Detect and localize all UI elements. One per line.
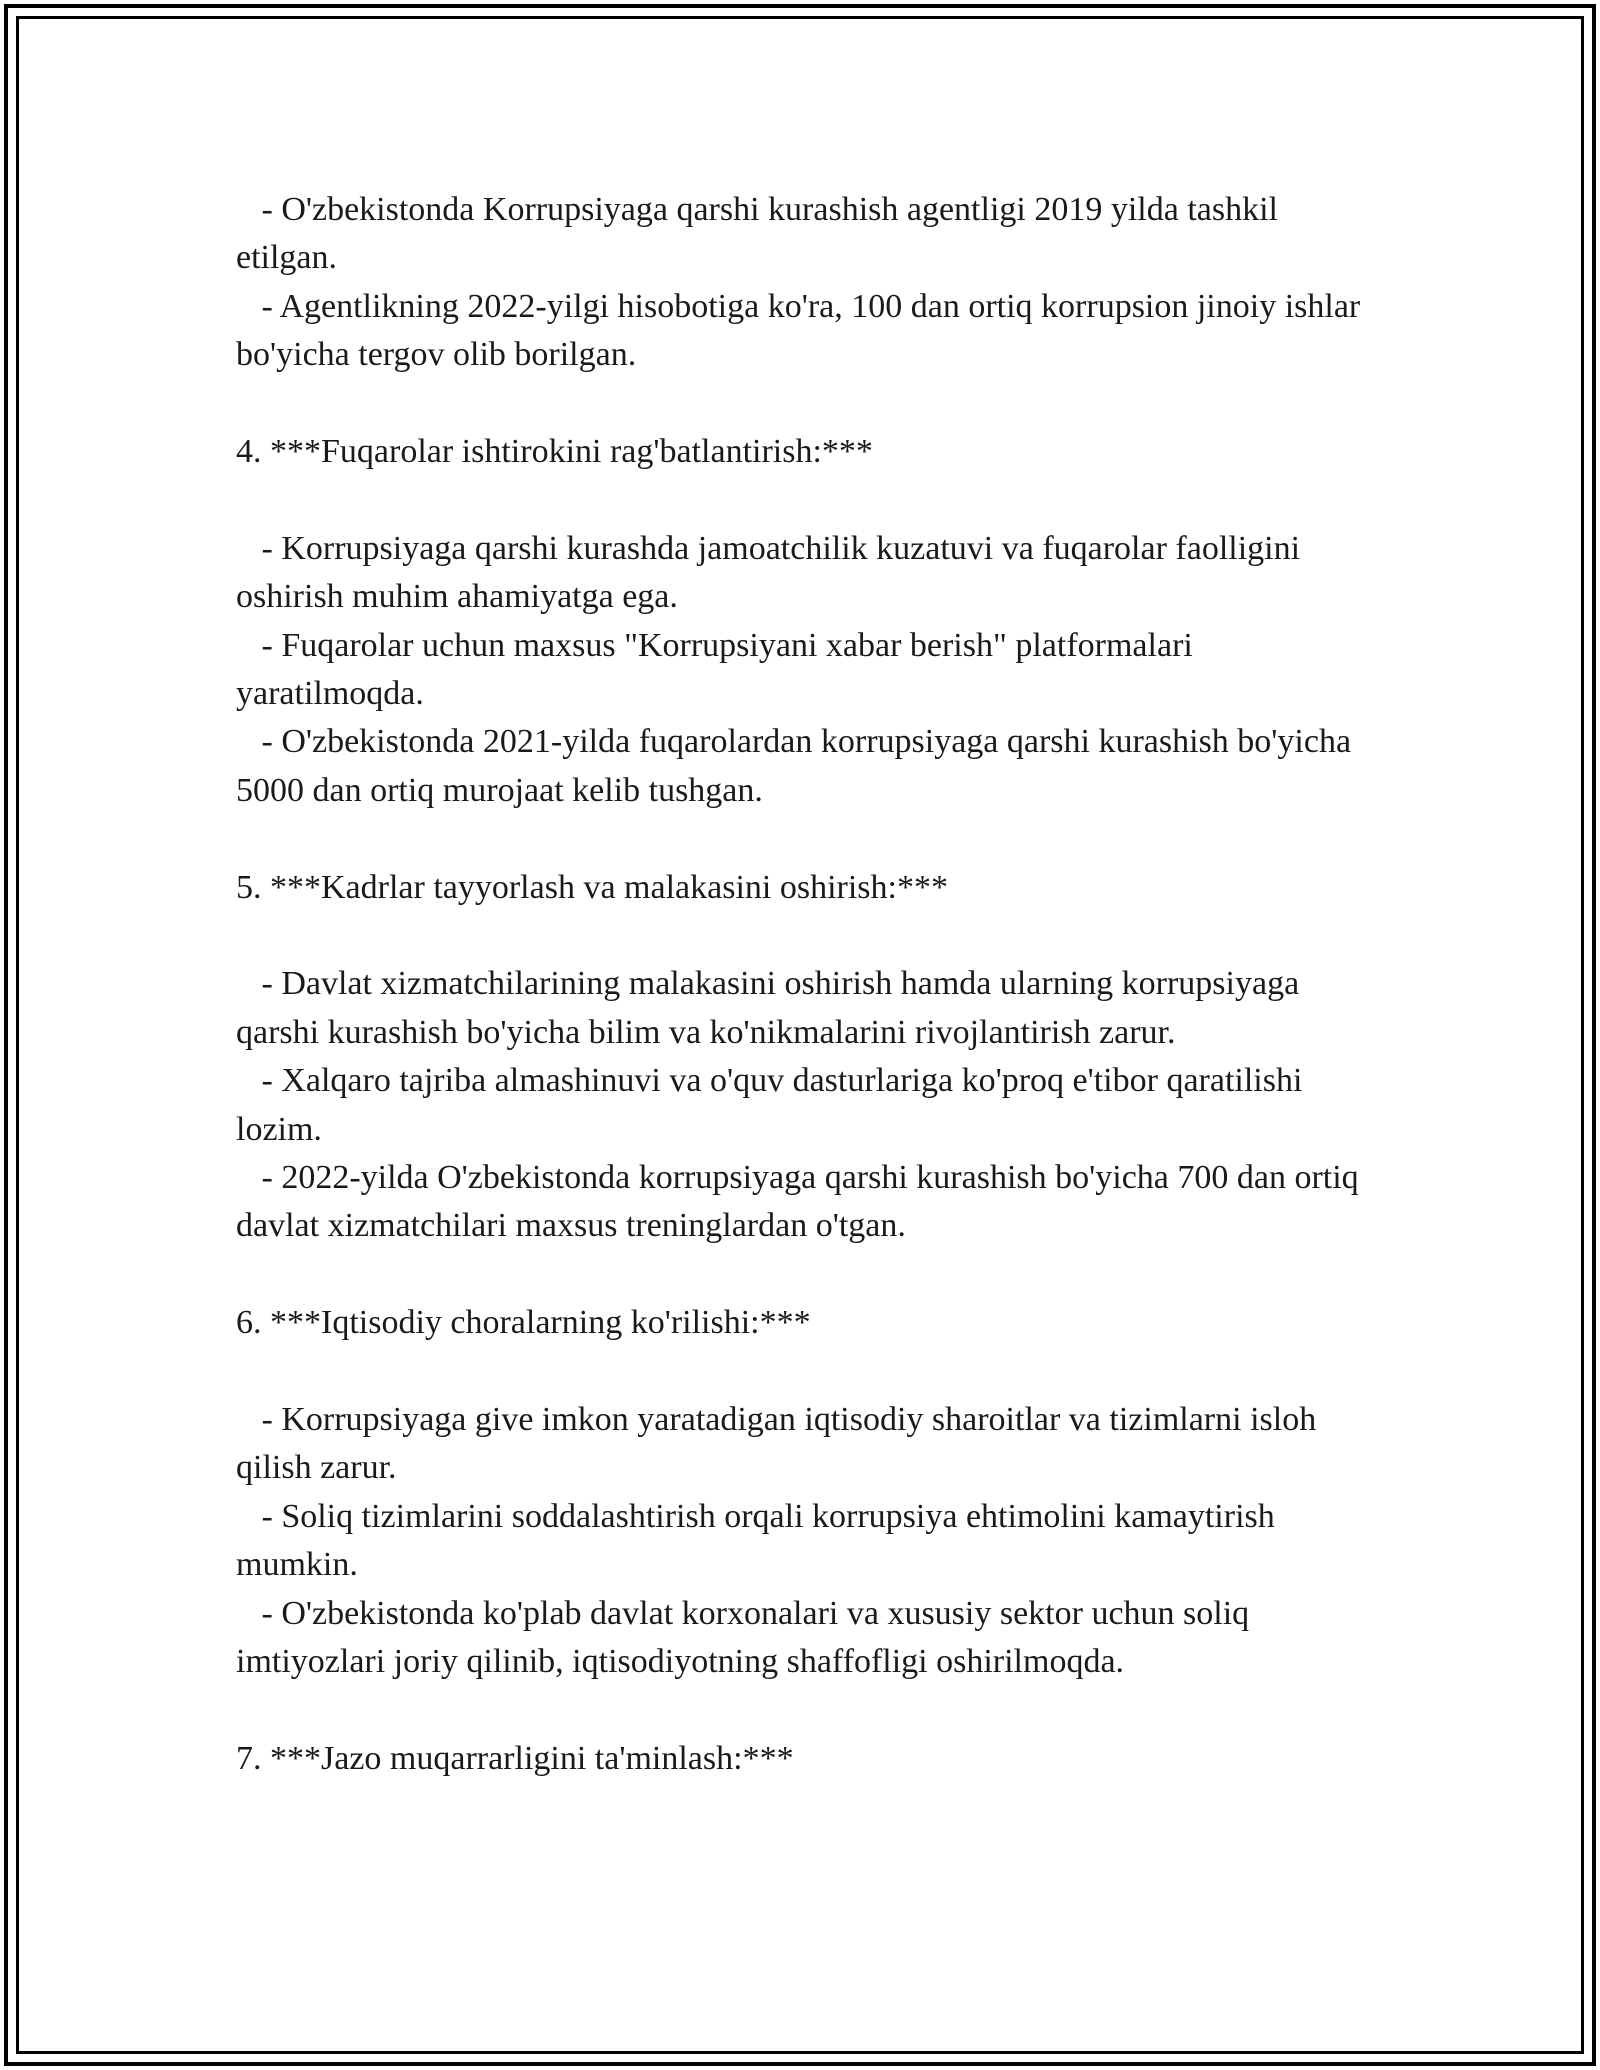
paragraph-public-oversight: - Korrupsiyaga qarshi kurashda jamoatchilik kuzatuvi va fuqarolar faolligini oshirish muhim ahamiyatga ega.: [236, 529, 1309, 616]
blank-line: [236, 1348, 1371, 1396]
section-heading-7: 7. ***Jazo muqarrarligini ta'minlash:***: [236, 1739, 794, 1777]
paragraph-citizen-appeals: - O'zbekistonda 2021-yilda fuqarolardan korrupsiyaga qarshi kurashish bo'yicha 5000 dan ortiq murojaat kelib tushgan.: [236, 723, 1360, 809]
blank-line: [236, 1687, 1371, 1735]
blank-line: [236, 1251, 1371, 1299]
paragraph-staff-qualification: - Davlat xizmatchilarining malakasini oshirish hamda ularning korrupsiyaga qarshi kurashish bo'yicha bilim va ko'nikmalarini rivojlantirish zarur.: [236, 965, 1308, 1051]
paragraph-international-exchange: - Xalqaro tajriba almashinuvi va o'quv dasturlariga ko'proq e'tibor qaratilishi lozim.: [236, 1062, 1311, 1148]
blank-line: [236, 815, 1371, 863]
paragraph-tax-incentives: - O'zbekistonda ko'plab davlat korxonalari va xususiy sektor uchun soliq imtiyozlari joriy qilinib, iqtisodiyotning shaffofligi oshirilmoqda.: [236, 1594, 1258, 1681]
paragraph-agency-founded: - O'zbekistonda Korrupsiyaga qarshi kurashish agentligi 2019 yilda tashkil etilgan.: [236, 191, 1287, 277]
section-heading-4: 4. ***Fuqarolar ishtirokini rag'batlantirish:***: [236, 433, 873, 471]
blank-line: [236, 380, 1371, 428]
paragraph-tax-simplification: - Soliq tizimlarini soddalashtirish orqali korrupsiya ehtimolini kamaytirish mumkin.: [236, 1497, 1284, 1584]
section-heading-6: 6. ***Iqtisodiy choralarning ko'rilishi:***: [236, 1304, 811, 1342]
section-heading-5: 5. ***Kadrlar tayyorlash va malakasini oshirish:***: [236, 868, 948, 906]
blank-line: [236, 912, 1371, 960]
blank-line: [236, 476, 1371, 524]
paragraph-trainings: - 2022-yilda O'zbekistonda korrupsiyaga qarshi kurashish bo'yicha 700 dan ortiq davlat xizmatchilari maxsus treninglardan o'tgan.: [236, 1159, 1368, 1245]
paragraph-agency-report: - Agentlikning 2022-yilgi hisobotiga ko'ra, 100 dan ortiq korrupsion jinoiy ishlar bo'yicha tergov olib borilgan.: [236, 287, 1369, 374]
paragraph-reporting-platforms: - Fuqarolar uchun maxsus "Korrupsiyani xabar berish" platformalari yaratilmoqda.: [236, 626, 1202, 713]
paragraph-economic-reform: - Korrupsiyaga give imkon yaratadigan iqtisodiy sharoitlar va tizimlarni isloh qilish zarur.: [236, 1401, 1325, 1487]
document-body: [236, 186, 1371, 1783]
